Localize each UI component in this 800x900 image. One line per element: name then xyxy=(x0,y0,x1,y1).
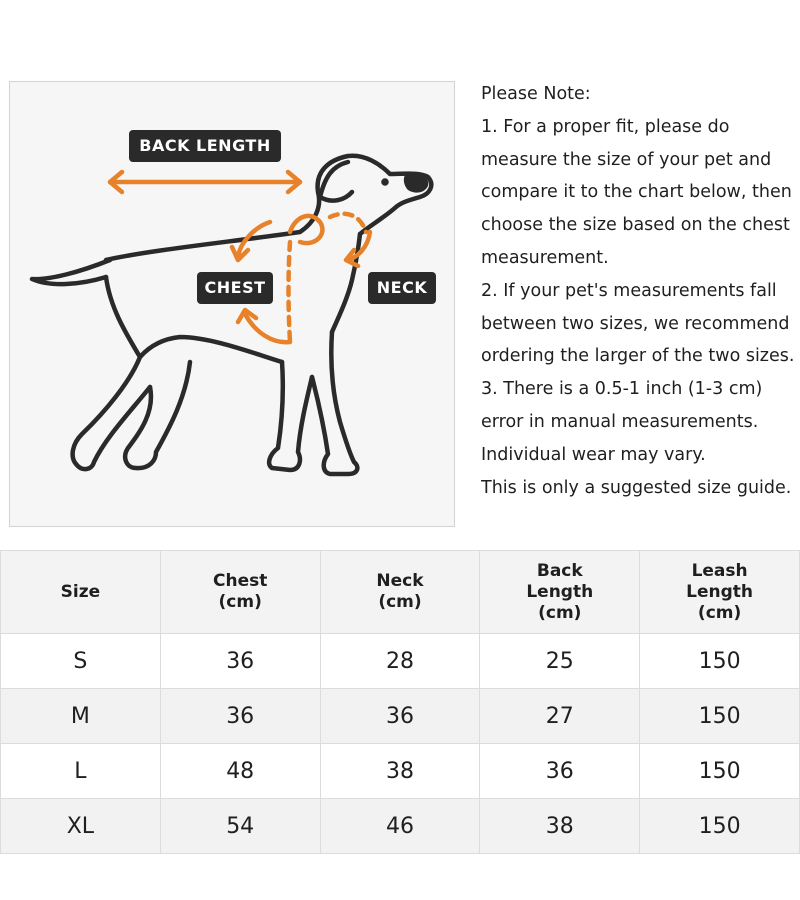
note-line: between two sizes, we recommend xyxy=(481,313,790,334)
cell-size: S xyxy=(1,634,161,689)
cell-chest: 54 xyxy=(160,799,320,854)
note-line: 3. There is a 0.5-1 inch (1-3 cm) xyxy=(481,379,763,400)
table-row xyxy=(1,799,800,854)
cell-chest: 36 xyxy=(160,634,320,689)
cell-size: L xyxy=(1,744,161,799)
note-heading: Please Note: xyxy=(481,84,591,104)
note-line: measure the size of your pet and xyxy=(481,149,772,170)
cell-neck: 46 xyxy=(320,799,480,854)
size-chart-table xyxy=(0,550,800,854)
table-row xyxy=(1,689,800,744)
cell-back-length: 25 xyxy=(480,634,640,689)
cell-leash-length: 150 xyxy=(640,689,800,744)
cell-neck: 36 xyxy=(320,689,480,744)
note-line: ordering the larger of the two sizes. xyxy=(481,346,795,367)
dog-outline xyxy=(32,156,431,474)
cell-back-length: 36 xyxy=(480,744,640,799)
note-line: error in manual measurements. xyxy=(481,411,759,432)
cell-neck: 28 xyxy=(320,634,480,689)
size-note xyxy=(481,78,800,508)
cell-back-length: 38 xyxy=(480,799,640,854)
note-line: choose the size based on the chest xyxy=(481,215,790,236)
cell-chest: 36 xyxy=(160,689,320,744)
cell-leash-length: 150 xyxy=(640,634,800,689)
cell-size: XL xyxy=(1,799,161,854)
cell-neck: 38 xyxy=(320,744,480,799)
header-leash-length: Leash Length (cm) xyxy=(640,551,800,634)
measurement-marks xyxy=(110,172,370,342)
note-line: 1. For a proper fit, please do xyxy=(481,116,730,137)
cell-size: M xyxy=(1,689,161,744)
cell-back-length: 27 xyxy=(480,689,640,744)
cell-leash-length: 150 xyxy=(640,744,800,799)
chest-label: CHEST xyxy=(197,272,273,304)
note-line: compare it to the chart below, then xyxy=(481,182,792,203)
cell-leash-length: 150 xyxy=(640,799,800,854)
measurement-diagram xyxy=(9,81,455,527)
back-length-label: BACK LENGTH xyxy=(129,130,281,162)
cell-chest: 48 xyxy=(160,744,320,799)
table-row xyxy=(1,744,800,799)
header-neck: Neck (cm) xyxy=(320,551,480,634)
note-line: measurement. xyxy=(481,247,609,268)
header-chest: Chest (cm) xyxy=(160,551,320,634)
note-line: Individual wear may vary. xyxy=(481,444,706,465)
table-row xyxy=(1,634,800,689)
note-line: This is only a suggested size guide. xyxy=(481,477,792,498)
neck-label: NECK xyxy=(368,272,436,304)
header-back-length: Back Length (cm) xyxy=(480,551,640,634)
note-line: 2. If your pet's measurements fall xyxy=(481,280,777,301)
table-header-row xyxy=(1,551,800,634)
header-size: Size xyxy=(1,551,161,634)
